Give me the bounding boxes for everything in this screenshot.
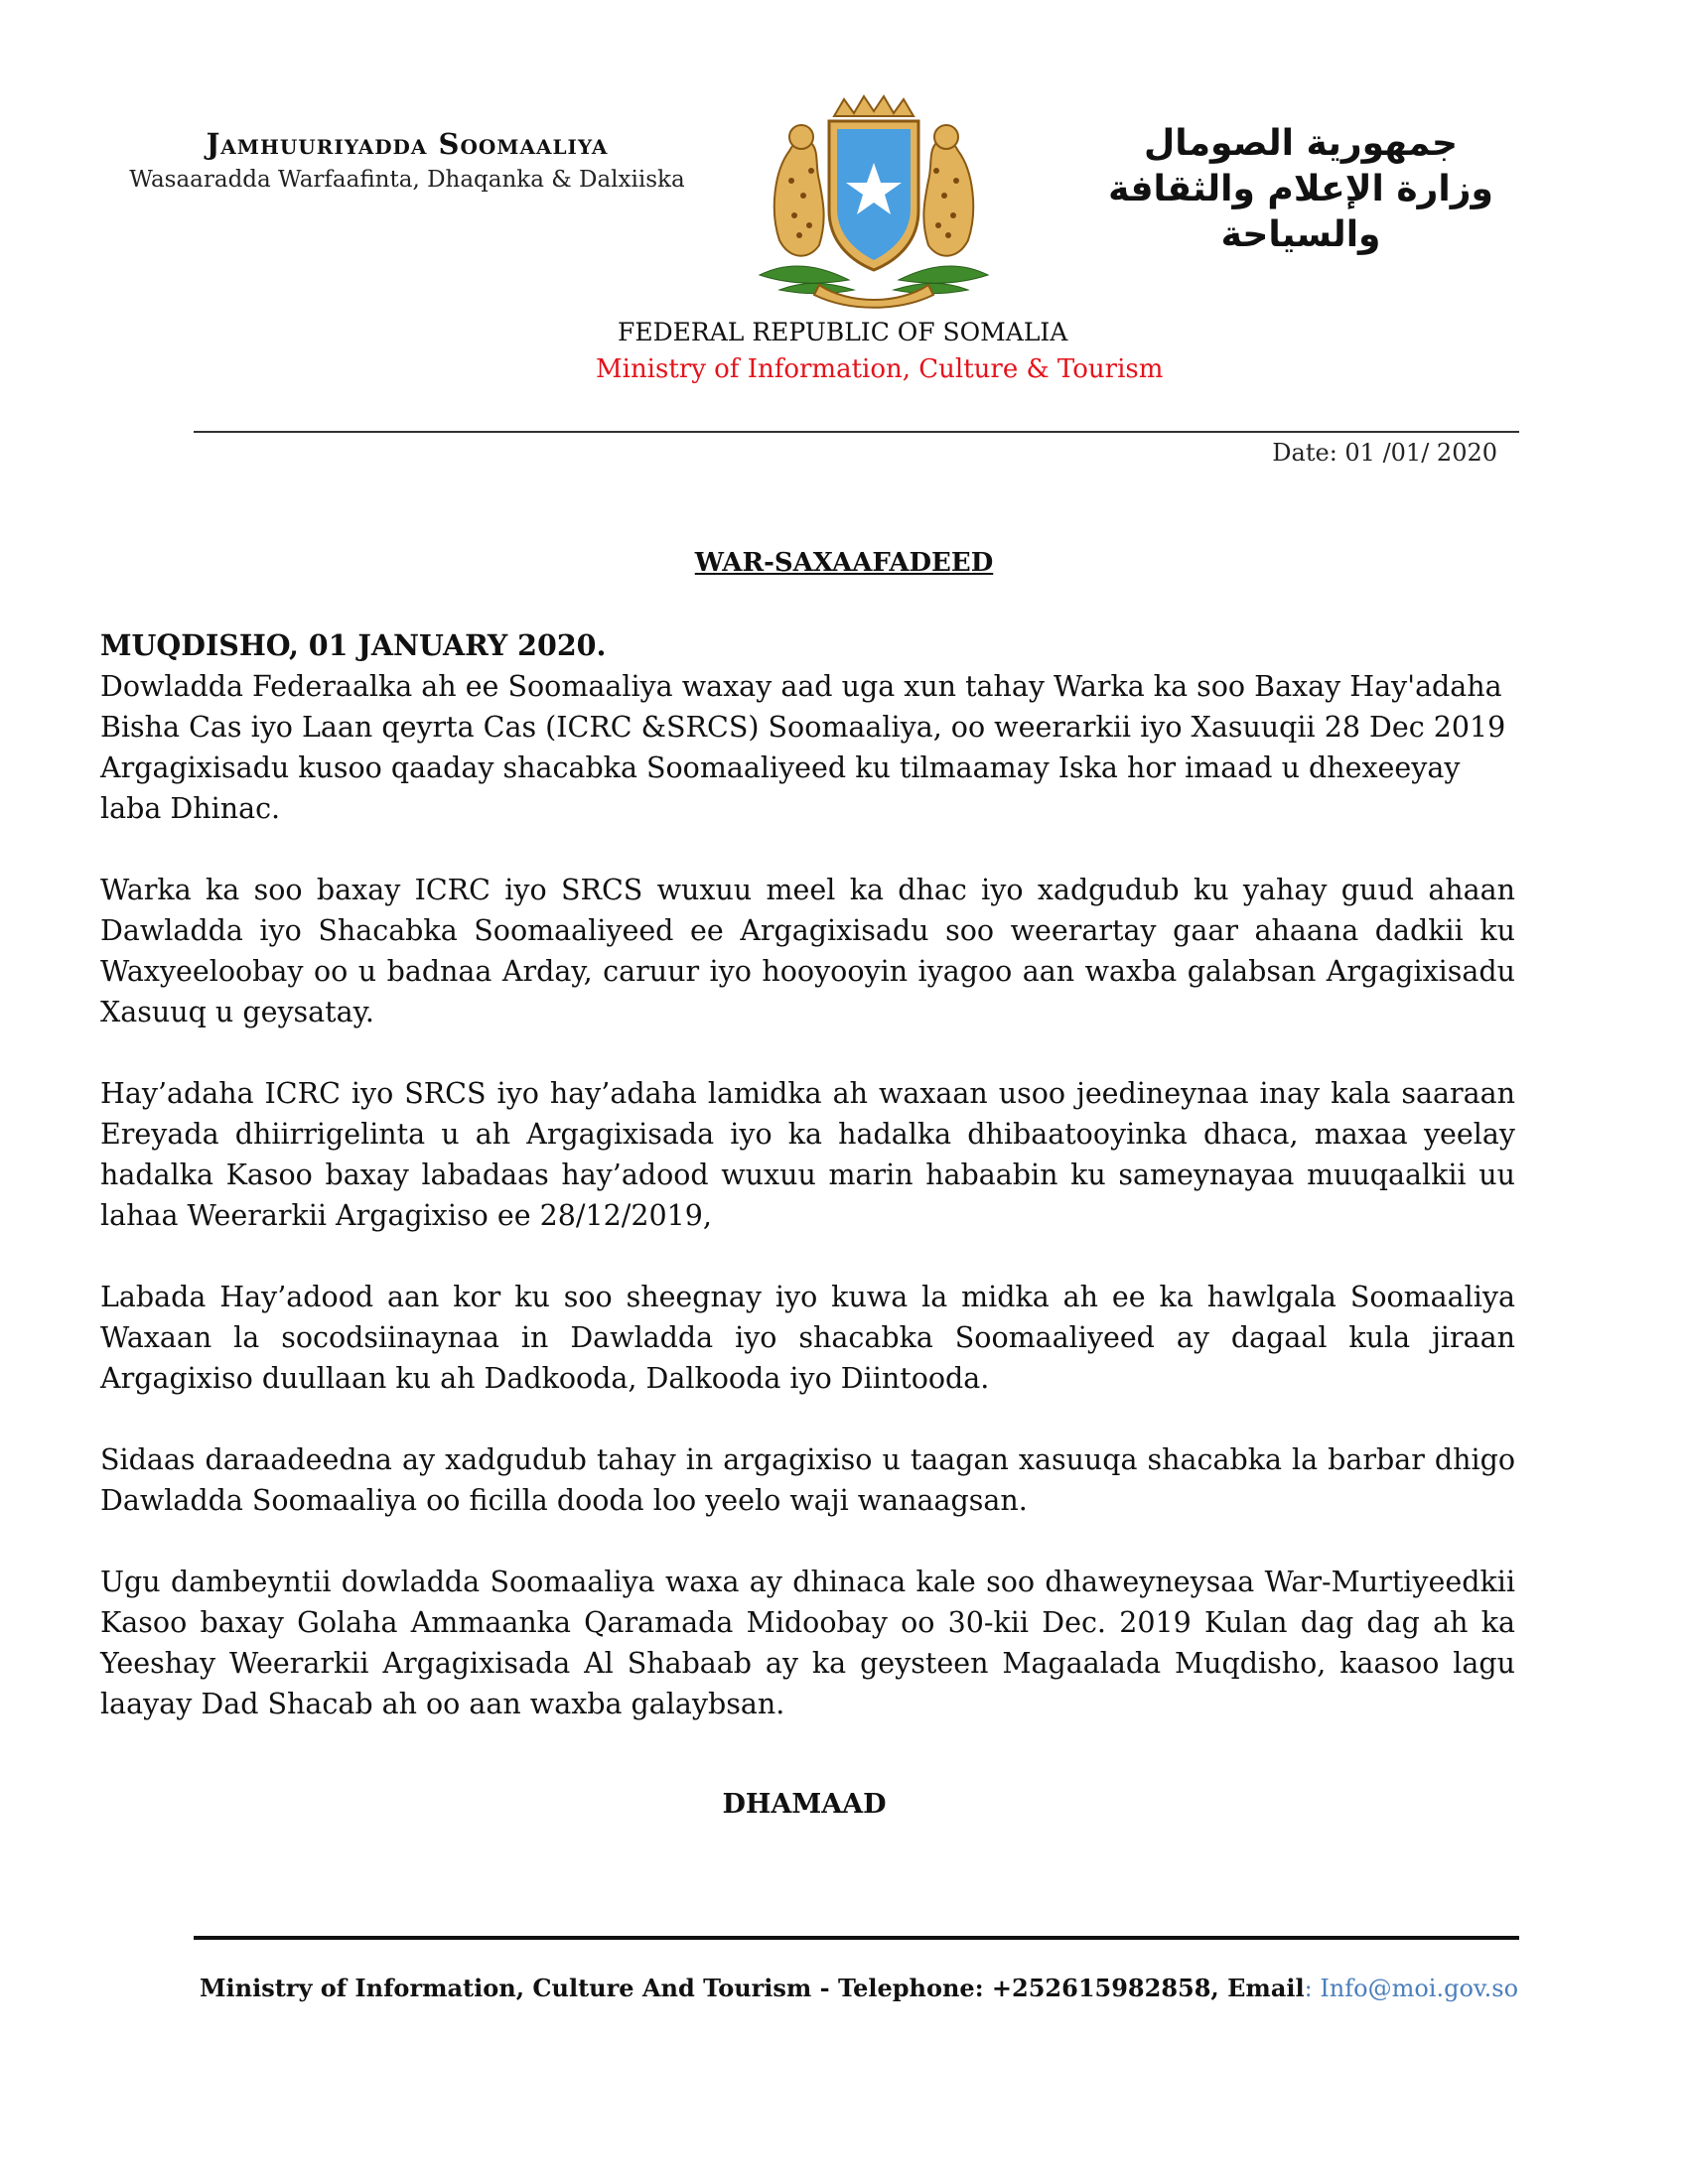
header-left	[89, 127, 725, 193]
footer-contact-text: Ministry of Information, Culture And Tourism - Telephone: +252615982858, Email	[199, 1974, 1305, 2002]
country-name-somali: Jamhuuriyadda Soomaaliya	[206, 127, 609, 161]
paragraph-3: Hay’adaha ICRC iyo SRCS iyo hay’adaha lamidka ah waxaan usoo jeedineynaa inay kala saaraan Ereyada dhiirrigelinta u ah Argagixisada iyo ka hadalka dhibaatooyinka dhaca, maxaa yeelay hadalka Kasoo baxay labadaas hay’adood wuxuu marin habaabin ku sameynayaa muuqaalkii uu lahaa Weerarkii Argagixiso ee 28/12/2019,	[100, 1077, 1515, 1232]
document-title: WAR-SAXAAFADEED	[694, 548, 994, 578]
header-divider	[194, 431, 1519, 433]
paragraph-2: Warka ka soo baxay ICRC iyo SRCS wuxuu meel ka dhac iyo xadgudub ku yahay guud ahaan Dawladda iyo Shacabka Soomaaliyeed ee Argagixisadu soo weerartay gaar ahaana dadkii ku Waxyeeloobay oo u badnaa Arday, caruur iyo hooyooyin iyagoo aan waxba galabsan Argagixisadu Xasuuq u geysatay.	[100, 874, 1515, 1028]
paragraph-4: Labada Hay’adood aan kor ku soo sheegnay iyo kuwa la midka ah ee ka hawlgala Soomaaliya Waxaan la socodsiinaynaa in Dawladda iyo shacabka Soomaaliyeed ay dagaal kula jiraan Argagixiso duullaan ku ah Dadkooda, Dalkooda iyo Diintooda.	[100, 1281, 1515, 1395]
header-right-arabic	[1033, 121, 1569, 258]
footer-divider	[194, 1936, 1519, 1940]
country-name-english: FEDERAL REPUBLIC OF SOMALIA	[618, 318, 1068, 346]
header-center-english	[556, 318, 1251, 384]
footer-email-link[interactable]: Info@moi.gov.so	[1320, 1975, 1519, 2002]
document-body	[100, 625, 1515, 1765]
ministry-name-arabic: وزارة الإعلام والثقافة والسياحة	[1108, 169, 1493, 255]
footer	[194, 1974, 1524, 2002]
footer-separator: :	[1304, 1975, 1321, 2002]
document-date: Date: 01 /01/ 2020	[1272, 439, 1497, 467]
ministry-name-english: Ministry of Information, Culture & Tourism	[596, 354, 1164, 384]
closing-mark: DHAMAAD	[722, 1789, 887, 1820]
paragraph-5: Sidaas daraadeedna ay xadgudub tahay in argagixiso u taagan xasuuqa shacabka la barbar dhigo Dawladda Soomaaliya oo ficilla dooda loo yeelo waji wanaagsan.	[100, 1443, 1515, 1517]
coat-of-arms-icon	[750, 91, 998, 310]
dateline: MUQDISHO, 01 JANUARY 2020.	[100, 628, 607, 662]
paragraph-6: Ugu dambeyntii dowladda Soomaaliya waxa ay dhinaca kale soo dhaweyneysaa War-Murtiyeedkii Kasoo baxay Golaha Ammaanka Qaramada Midoobay oo 30-kii Dec. 2019 Kulan dag dag ah ka Yeeshay Weerarkii Argagixisada Al Shabaab ay ka geysteen Magaalada Muqdisho, kaasoo lagu laayay Dad Shacab ah oo aan waxba galaybsan.	[100, 1566, 1515, 1720]
country-name-arabic: جمهورية الصومال	[1144, 123, 1458, 164]
paragraph-1: Dowladda Federaalka ah ee Soomaaliya waxay aad uga xun tahay Warka ka soo Baxay Hay'adaha Bisha Cas iyo Laan qeyrta Cas (ICRC &SRCS) Soomaaliya, oo weerarkii iyo Xasuuqii 28 Dec 2019 Argagixisadu kusoo qaaday shacabka Soomaaliyeed ku tilmaamay Iska hor imaad u dhexeeyay laba Dhinac.	[100, 670, 1506, 825]
ministry-name-somali: Wasaaradda Warfaafinta, Dhaqanka & Dalxiiska	[129, 167, 685, 193]
